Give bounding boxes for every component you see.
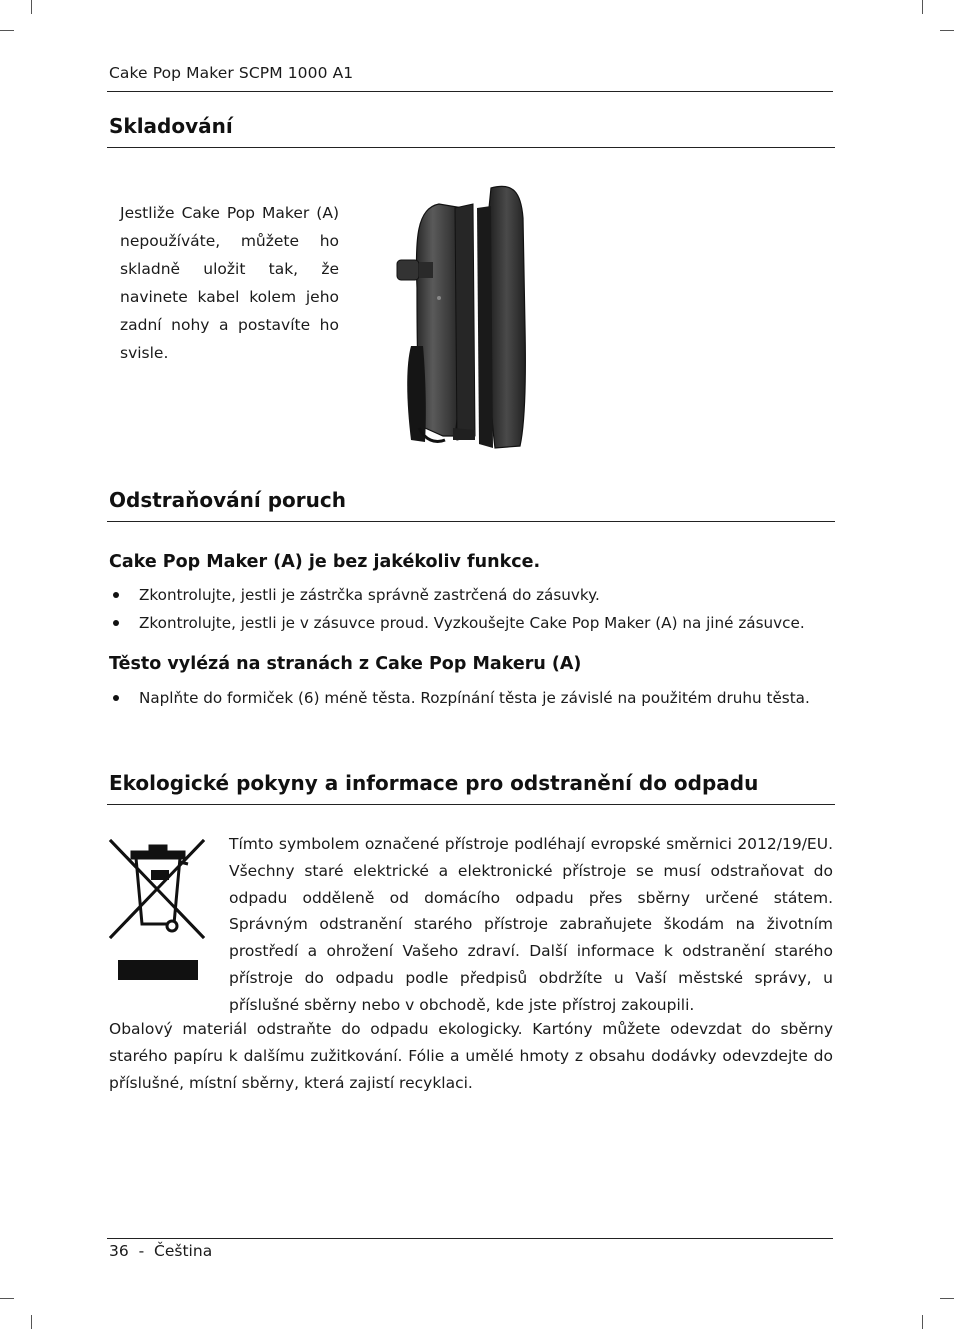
crop-mark	[940, 1298, 954, 1299]
crop-mark	[0, 30, 14, 31]
footer-language: Čeština	[154, 1242, 213, 1260]
list-item-text: Zkontrolujte, jestli je v zásuvce proud. Vyzkoušejte Cake Pop Maker (A) na jiné zásuvce.	[139, 614, 805, 632]
crossed-out-wheelie-bin-icon	[106, 836, 210, 982]
cake-pop-maker-upright-image	[395, 178, 530, 450]
troubleshooting-heading-rule	[107, 521, 835, 522]
packaging-paragraph: Obalový materiál odstraňte do odpadu ekologicky. Kartóny můžete odevzdat do sběrny starého papíru k dalšímu zužitkování. Fólie a umělé hmoty z obsahu dodávky odevzdejte do příslušné, místní sběrny, která zajistí recyklaci.	[109, 1020, 833, 1092]
crop-mark	[922, 0, 923, 14]
problem-title: Cake Pop Maker (A) je bez jakékoliv funkce.	[109, 552, 541, 572]
storage-heading: Skladování	[109, 114, 233, 138]
footer-separator: -	[138, 1242, 145, 1260]
list-item	[109, 581, 805, 609]
bullet-icon	[113, 620, 119, 626]
troubleshooting-heading: Odstraňování poruch	[109, 488, 346, 512]
crop-mark	[940, 30, 954, 31]
problem-solution-list	[109, 684, 810, 712]
crop-mark	[922, 1315, 923, 1329]
disposal-heading-rule	[107, 804, 835, 805]
crop-mark	[31, 1315, 32, 1329]
disposal-paragraph: Tímto symbolem označené přístroje podléhají evropské směrnici 2012/19/EU. Všechny staré elektrické a elektronické přístroje se musí odstraňovat do odpadu odděleně od domácího odpadu přes sběrny určené státem. Správným odstranění starého přístroje zabraňujete škodám na životním prostředí a ohrožení Vašeho zdraví. Další informace k odstranění starého přístroje do odpadu podle předpisů obdržíte u Vaší městské správy, u příslušné sběrny nebo v obchodě, kde jste přístroj zakoupili.	[229, 835, 833, 1014]
page-number: 36	[109, 1242, 129, 1260]
storage-paragraph: Jestliže Cake Pop Maker (A) nepoužíváte, můžete ho skladně uložit tak, že navinete kabel kolem jeho zadní nohy a postavíte ho svisle.	[120, 204, 339, 362]
list-item	[109, 609, 805, 637]
list-item-text: Naplňte do formiček (6) méně těsta. Rozpínání těsta je závislé na použitém druhu těsta.	[139, 689, 810, 707]
list-item	[109, 684, 810, 712]
running-header: Cake Pop Maker SCPM 1000 A1	[109, 64, 354, 82]
page-footer	[109, 1242, 212, 1260]
bullet-icon	[113, 592, 119, 598]
footer-rule	[107, 1238, 833, 1239]
problem-title: Těsto vylézá na stranách z Cake Pop Makeru (A)	[109, 654, 582, 674]
crop-mark	[0, 1298, 14, 1299]
bullet-icon	[113, 695, 119, 701]
list-item-text: Zkontrolujte, jestli je zástrčka správně zastrčená do zásuvky.	[139, 586, 600, 604]
header-rule	[107, 91, 833, 92]
storage-heading-rule	[107, 147, 835, 148]
crop-mark	[31, 0, 32, 14]
problem-solution-list	[109, 581, 805, 637]
disposal-heading: Ekologické pokyny a informace pro odstranění do odpadu	[109, 771, 759, 795]
